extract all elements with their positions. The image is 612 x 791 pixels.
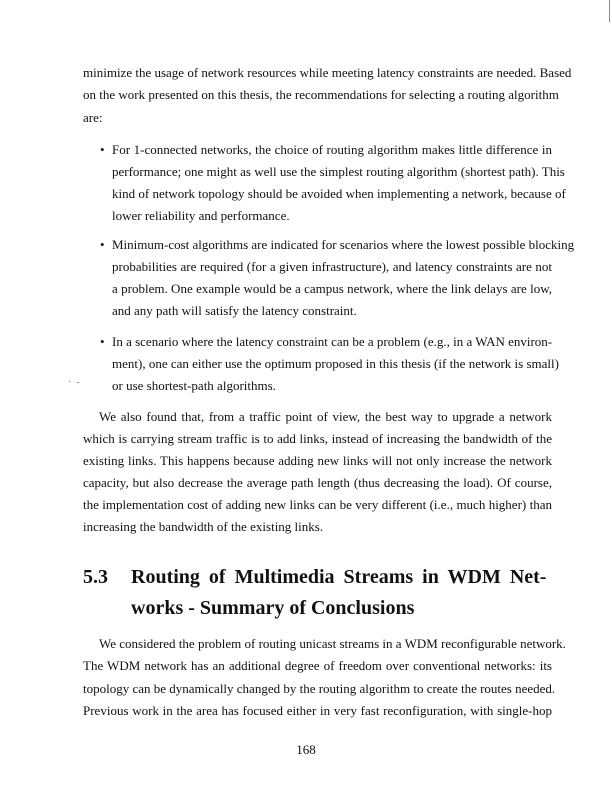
bullet-line: lower reliability and performance. — [112, 208, 290, 223]
page-number: 168 — [296, 742, 316, 757]
page-edge-mark — [609, 0, 610, 22]
section-title-line-2: works - Summary of Conclusions — [131, 597, 415, 619]
bullet-line: ment), one can either use the optimum proposed in this thesis (if the network is small) — [112, 356, 559, 371]
bullet-line: kind of network topology should be avoided when implementing a network, because of — [112, 186, 566, 201]
paragraph-line: increasing the bandwidth of the existing links. — [83, 519, 324, 534]
paragraph-line: Previous work in the area has focused either in very fast reconfiguration, with single-hop — [83, 702, 552, 718]
bullet-icon: • — [100, 142, 105, 157]
section-number: 5.3 — [83, 566, 108, 588]
paragraph-line: existing links. This happens because adding new links will not only increase the network — [83, 453, 552, 468]
paragraph-line: The WDM network has an additional degree of freedom over conventional networks: its — [83, 658, 552, 674]
paragraph-line: topology can be dynamically changed by the routing algorithm to create the routes needed. — [83, 680, 556, 696]
bullet-icon: • — [100, 237, 105, 252]
paragraph-line: minimize the usage of network resources while meeting latency constraints are needed. Based — [83, 65, 572, 80]
bullet-line: and any path will satisfy the latency constraint. — [112, 303, 357, 318]
paragraph-line: are: — [83, 110, 103, 125]
bullet-line: or use shortest-path algorithms. — [112, 378, 276, 393]
bullet-line: a problem. One example would be a campus network, where the link delays are low, — [112, 281, 552, 296]
paragraph-line: the implementation cost of adding new links can be very different (i.e., much higher) than — [83, 497, 552, 512]
paragraph-line: We also found that, from a traffic point of view, the best way to upgrade a network — [99, 409, 552, 424]
bullet-line: performance; one might as well use the simplest routing algorithm (shortest path). This — [112, 164, 565, 179]
paragraph-line: capacity, but also decrease the average path length (thus decreasing the load). Of course, — [83, 475, 552, 490]
scan-marks: · - — [68, 377, 80, 388]
bullet-line: For 1-connected networks, the choice of routing algorithm makes little difference in — [112, 142, 552, 157]
bullet-line: probabilities are required (for a given infrastructure), and latency constraints are not — [112, 259, 552, 274]
paragraph-line: We considered the problem of routing unicast streams in a WDM reconfigurable network. — [99, 636, 566, 651]
paragraph-line: on the work presented on this thesis, the recommendations for selecting a routing algorithm — [83, 87, 559, 102]
paragraph-line: which is carrying stream traffic is to add links, instead of increasing the bandwidth of the — [83, 431, 552, 446]
bullet-line: Minimum-cost algorithms are indicated for scenarios where the lowest possible blocking — [112, 237, 575, 252]
bullet-icon: • — [100, 334, 105, 349]
bullet-line: In a scenario where the latency constraint can be a problem (e.g., in a WAN environ- — [112, 334, 553, 349]
section-title-line-1: Routing of Multimedia Streams in WDM Net- — [131, 566, 547, 588]
